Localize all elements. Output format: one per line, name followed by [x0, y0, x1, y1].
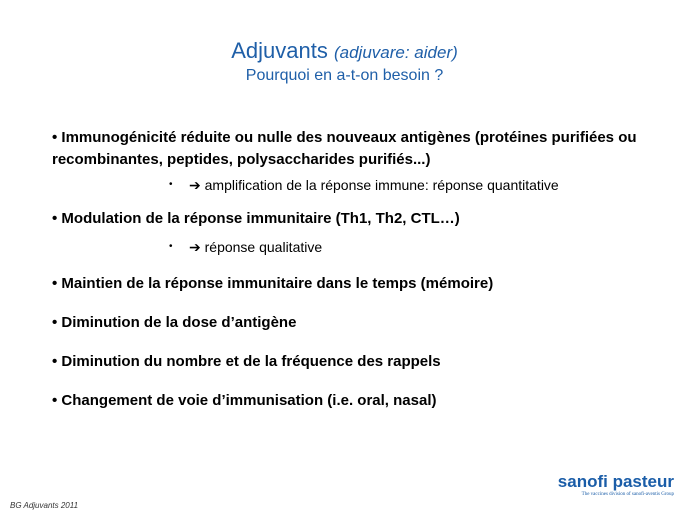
bullet-modulation: • Modulation de la réponse immunitaire (Th1, Th2, CTL…) — [52, 210, 460, 227]
sub-bullet-marker: • — [169, 241, 173, 252]
title-block — [0, 38, 689, 86]
sub-bullet-text: ➔ amplification de la réponse immune: réponse quantitative — [189, 177, 559, 193]
page-subtitle: Pourquoi en a-t-on besoin ? — [245, 67, 444, 84]
logo-word-sanofi: sanofi — [557, 472, 608, 491]
title-line — [0, 38, 689, 66]
logo-wordmark — [534, 473, 674, 491]
bullet-route: • Changement de voie d’immunisation (i.e. oral, nasal) — [52, 392, 437, 409]
logo-word-pasteur: pasteur — [612, 472, 674, 491]
title-etymology: (adjuvare: aider) — [333, 43, 458, 62]
sub-bullet-quantitative — [169, 175, 672, 195]
sub-bullet-marker: • — [169, 179, 173, 190]
footer-note: BG Adjuvants 2011 — [10, 501, 79, 510]
bullet-dose: • Diminution de la dose d’antigène — [52, 314, 297, 331]
bullet-list — [52, 127, 672, 412]
sub-bullet-qualitative — [169, 237, 672, 257]
bullet-immunogenicity: • Immunogénicité réduite ou nulle des nouveaux antigènes (protéines purifiées ou recombinantes, peptides, polysaccharides purifiés...) — [52, 129, 637, 168]
logo-tagline: The vaccines division of sanofi-aventis Group — [581, 492, 674, 497]
sanofi-pasteur-logo — [534, 473, 674, 499]
page-title: Adjuvants — [231, 38, 328, 63]
bullet-boosters: • Diminution du nombre et de la fréquence des rappels — [52, 353, 441, 370]
bullet-memory: • Maintien de la réponse immunitaire dans le temps (mémoire) — [52, 275, 494, 292]
sub-bullet-text: ➔ réponse qualitative — [189, 239, 323, 255]
